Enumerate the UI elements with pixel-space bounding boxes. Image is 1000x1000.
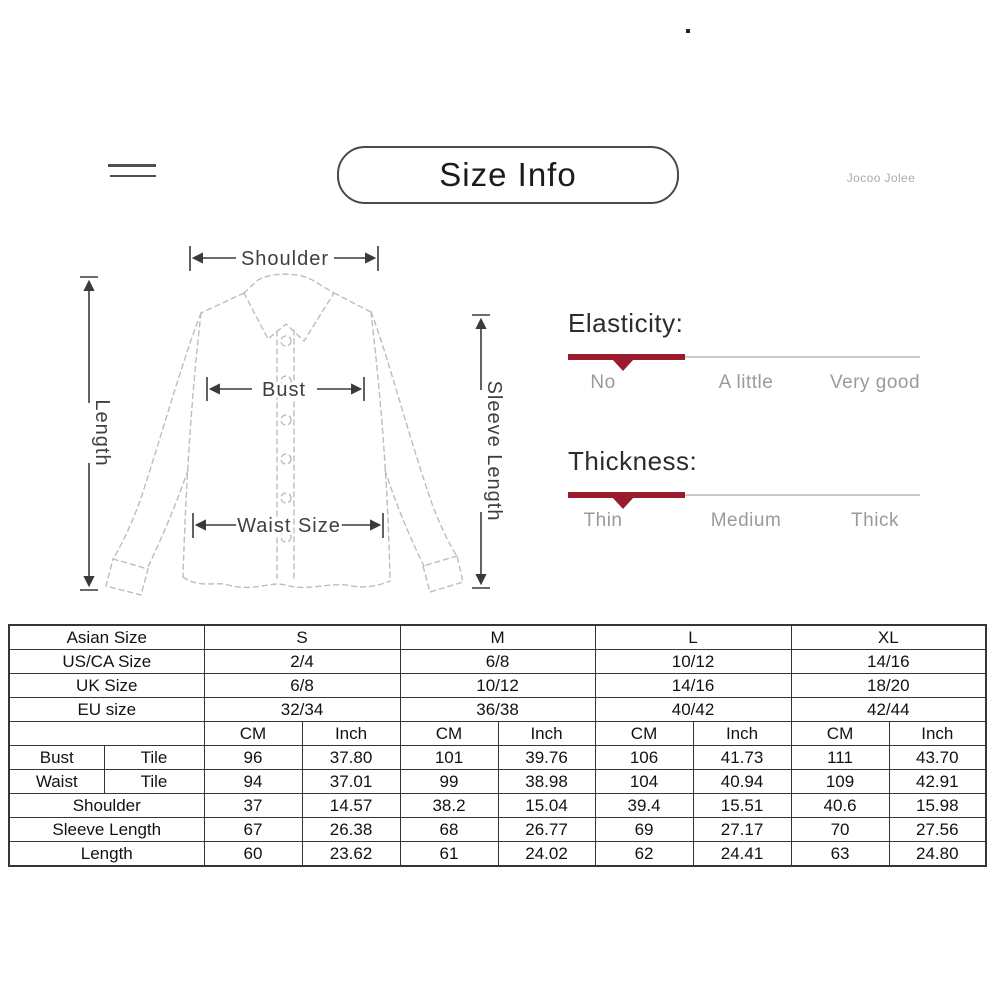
- elasticity-title: Elasticity:: [568, 308, 684, 338]
- measure-value: 96: [204, 746, 302, 770]
- elasticity-option-a-little: A little: [718, 372, 774, 393]
- measure-row-label: Sleeve Length: [9, 818, 204, 842]
- size-value: 2/4: [204, 650, 400, 674]
- length-label: Length: [91, 399, 113, 467]
- measure-row-label: Waist: [9, 770, 104, 794]
- size-table-body: [9, 625, 986, 866]
- measure-value: 42.91: [889, 770, 986, 794]
- shirt-measurement-diagram: [55, 240, 515, 610]
- measure-value: 37.01: [302, 770, 400, 794]
- measure-value: 41.73: [693, 746, 791, 770]
- elasticity-option-very-good: Very good: [829, 372, 921, 393]
- measure-value: 15.51: [693, 794, 791, 818]
- measure-value: 43.70: [889, 746, 986, 770]
- thickness-track: [568, 492, 920, 512]
- thickness-marker-icon: [612, 497, 634, 509]
- unit-label: CM: [400, 722, 498, 746]
- equals-mark-icon: [108, 164, 156, 177]
- measure-value: 26.77: [498, 818, 595, 842]
- measure-row-sublabel: Tile: [104, 746, 204, 770]
- measure-value: 39.76: [498, 746, 595, 770]
- size-value: 18/20: [791, 674, 986, 698]
- measure-row: [9, 842, 986, 867]
- size-value: 14/16: [595, 674, 791, 698]
- measurement-arrows: [80, 246, 490, 590]
- shoulder-label: Shoulder: [240, 248, 330, 270]
- measure-value: 40.94: [693, 770, 791, 794]
- size-value: 14/16: [791, 650, 986, 674]
- unit-label: Inch: [302, 722, 400, 746]
- size-value: 36/38: [400, 698, 595, 722]
- measure-row-label: Bust: [9, 746, 104, 770]
- unit-label: CM: [595, 722, 693, 746]
- size-row-label: Asian Size: [9, 625, 204, 650]
- measure-value: 14.57: [302, 794, 400, 818]
- size-row: [9, 674, 986, 698]
- measure-value: 101: [400, 746, 498, 770]
- elasticity-marker-icon: [612, 359, 634, 371]
- size-value: M: [400, 625, 595, 650]
- size-value: 42/44: [791, 698, 986, 722]
- measure-value: 26.38: [302, 818, 400, 842]
- size-value: XL: [791, 625, 986, 650]
- measure-value: 23.62: [302, 842, 400, 867]
- empty-cell: [9, 722, 204, 746]
- unit-label: Inch: [693, 722, 791, 746]
- size-row-label: EU size: [9, 698, 204, 722]
- measure-value: 61: [400, 842, 498, 867]
- measure-row: [9, 746, 986, 770]
- shirt-sketch: [106, 274, 463, 595]
- measure-row-label: Shoulder: [9, 794, 204, 818]
- size-value: 6/8: [400, 650, 595, 674]
- brand-name: Jocoo Jolee: [846, 171, 916, 185]
- measure-row: [9, 818, 986, 842]
- measure-value: 70: [791, 818, 889, 842]
- measure-value: 38.98: [498, 770, 595, 794]
- equals-mark-bottom-line: [110, 175, 156, 178]
- measure-value: 106: [595, 746, 693, 770]
- equals-mark-top-line: [108, 164, 156, 167]
- measure-value: 24.41: [693, 842, 791, 867]
- unit-label: Inch: [498, 722, 595, 746]
- elasticity-option-no: No: [590, 372, 616, 393]
- measure-value: 63: [791, 842, 889, 867]
- size-value: 10/12: [400, 674, 595, 698]
- size-row: [9, 650, 986, 674]
- measure-value: 37: [204, 794, 302, 818]
- size-value: L: [595, 625, 791, 650]
- thickness-options: [568, 510, 920, 534]
- measure-value: 24.02: [498, 842, 595, 867]
- sleeve-length-label: Sleeve Length: [483, 380, 505, 522]
- measure-value: 60: [204, 842, 302, 867]
- measure-row: [9, 794, 986, 818]
- measure-value: 69: [595, 818, 693, 842]
- waist-size-label: Waist Size: [237, 515, 341, 537]
- measure-value: 67: [204, 818, 302, 842]
- thickness-option-thin: Thin: [583, 510, 623, 531]
- elasticity-options: [568, 372, 920, 396]
- measure-value: 27.56: [889, 818, 986, 842]
- measure-value: 40.6: [791, 794, 889, 818]
- size-row: [9, 698, 986, 722]
- elasticity-track: [568, 354, 920, 374]
- page-title: Size Info: [439, 156, 577, 193]
- size-row-label: UK Size: [9, 674, 204, 698]
- size-value: 6/8: [204, 674, 400, 698]
- bust-label: Bust: [261, 379, 307, 401]
- unit-label: CM: [791, 722, 889, 746]
- measure-value: 99: [400, 770, 498, 794]
- measure-row: [9, 770, 986, 794]
- measure-value: 62: [595, 842, 693, 867]
- measure-value: 39.4: [595, 794, 693, 818]
- measure-value: 38.2: [400, 794, 498, 818]
- size-row: [9, 625, 986, 650]
- thickness-track-line: [685, 494, 920, 496]
- size-row-label: US/CA Size: [9, 650, 204, 674]
- measure-value: 15.98: [889, 794, 986, 818]
- size-value: S: [204, 625, 400, 650]
- measure-value: 24.80: [889, 842, 986, 867]
- measure-value: 15.04: [498, 794, 595, 818]
- thickness-option-medium: Medium: [710, 510, 782, 531]
- measure-value: 68: [400, 818, 498, 842]
- measure-row-sublabel: Tile: [104, 770, 204, 794]
- thickness-title: Thickness:: [568, 446, 698, 476]
- unit-label: Inch: [889, 722, 986, 746]
- measure-value: 94: [204, 770, 302, 794]
- measure-row-label: Length: [9, 842, 204, 867]
- unit-label: CM: [204, 722, 302, 746]
- measure-value: 109: [791, 770, 889, 794]
- thickness-option-thick: Thick: [851, 510, 899, 531]
- size-value: 40/42: [595, 698, 791, 722]
- size-value: 10/12: [595, 650, 791, 674]
- elasticity-track-line: [685, 356, 920, 358]
- thickness-section: [568, 446, 920, 538]
- measure-value: 37.80: [302, 746, 400, 770]
- size-value: 32/34: [204, 698, 400, 722]
- page-title-pill: [337, 146, 679, 204]
- size-table: [8, 624, 987, 867]
- speck-dot: [686, 29, 690, 33]
- measure-value: 111: [791, 746, 889, 770]
- measure-value: 104: [595, 770, 693, 794]
- elasticity-section: [568, 308, 920, 400]
- measure-value: 27.17: [693, 818, 791, 842]
- unit-header-row: [9, 722, 986, 746]
